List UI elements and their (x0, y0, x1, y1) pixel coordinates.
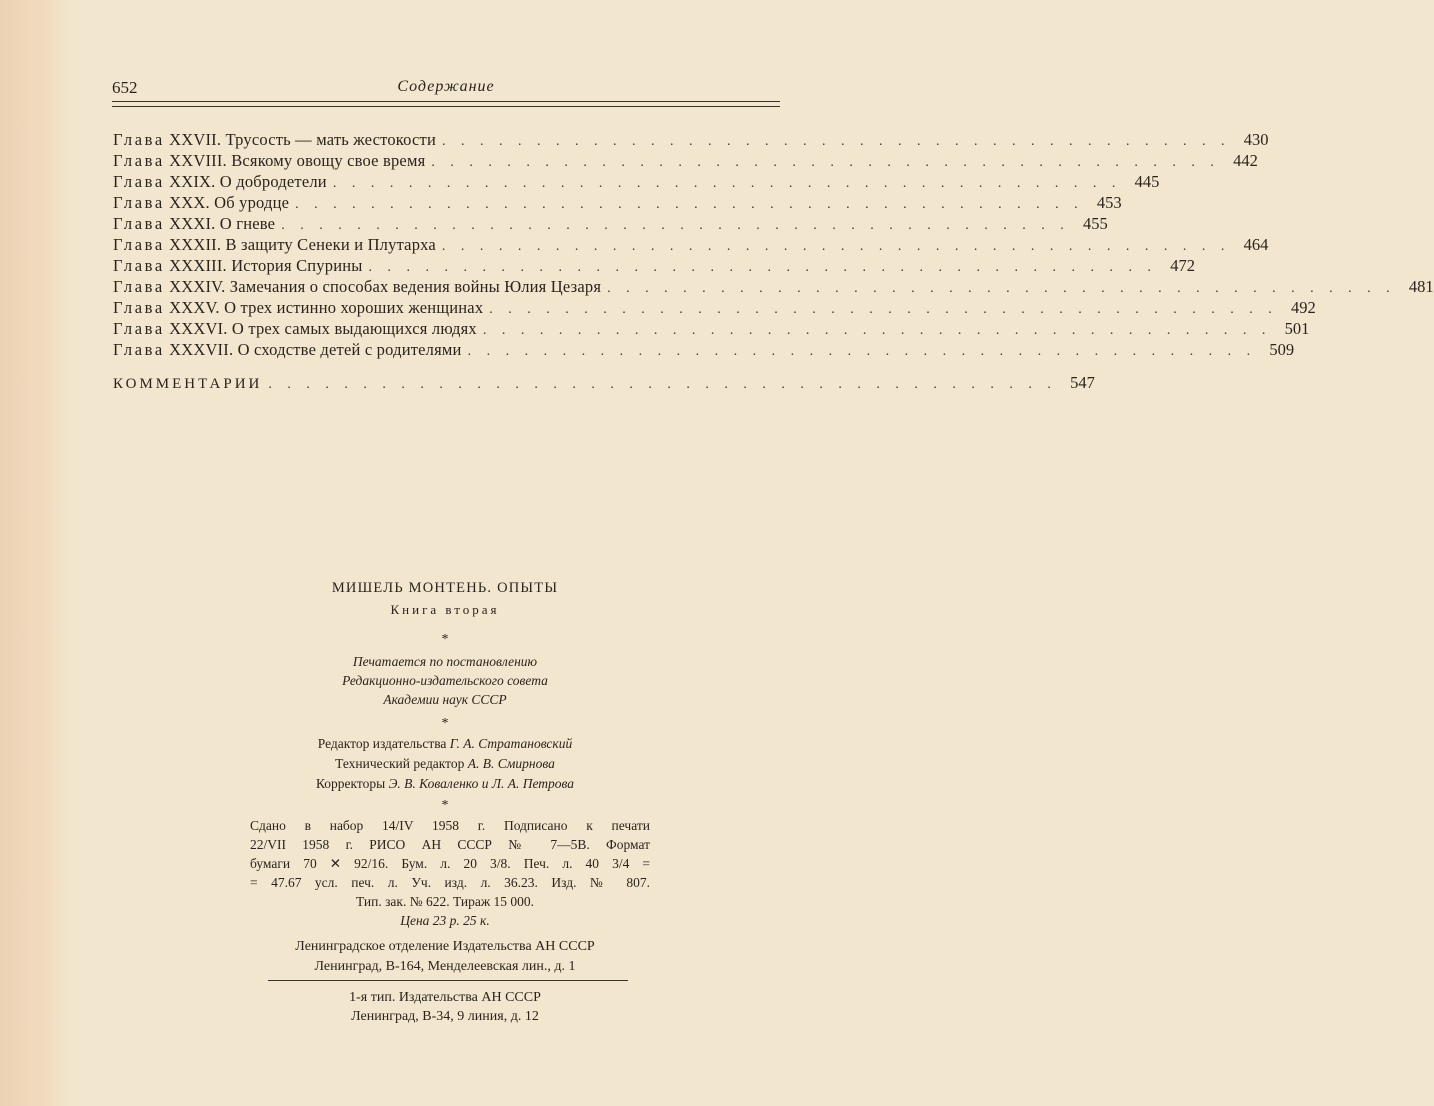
page-number: 652 (112, 78, 138, 97)
chapter-number: XXVIII. (169, 151, 227, 170)
separator-asterisk: * (441, 716, 449, 731)
toc-entry-comments (113, 373, 1095, 394)
chapter-title: О добродетели (219, 172, 327, 191)
credit-name: А. В. Смирнова (467, 756, 555, 771)
chapter-number: XXXIV. (169, 277, 226, 296)
comments-label: КОММЕНТАРИИ (113, 376, 263, 392)
chapter-title: В защиту Сенеки и Плутарха (225, 235, 436, 254)
chapter-word: Глава (113, 298, 165, 317)
chapter-page: 455 (1082, 214, 1108, 233)
credit-line (150, 736, 740, 752)
publisher-line: Ленинградское отделение Издательства АН СССР (295, 939, 595, 954)
printer-line: 1-я тип. Издательства АН СССР (349, 990, 541, 1005)
toc-entry (113, 193, 1122, 214)
toc-entry (113, 214, 1108, 235)
dot-leader: . . . . . . . . . . . . . . . . . . . . . . . . . . . . . . . . . . . . . . . . . . (431, 155, 1220, 170)
technical-line: бумаги 70 ✕ 92/16. Бум. л. 20 3/8. Печ. л. 40 3/4 = (250, 856, 650, 871)
price-line: Цена 23 р. 25 к. (400, 913, 490, 928)
chapter-title: О трех истинно хороших женщинах (224, 298, 484, 317)
dot-leader: . . . . . . . . . . . . . . . . . . . . . . . . . . . . . . . . . . . . . . . . . . (467, 344, 1257, 359)
toc-entry (113, 319, 1310, 340)
chapter-page: 445 (1134, 172, 1160, 191)
chapter-number: XXXII. (169, 235, 222, 254)
credit-role: Корректоры (315, 776, 386, 791)
dot-leader: . . . . . . . . . . . . . . . . . . . . . . . . . . . . . . . . . . . . . . . . . . (332, 176, 1122, 191)
technical-line: Сдано в набор 14/IV 1958 г. Подписано к печати (250, 818, 650, 833)
chapter-page: 492 (1291, 298, 1316, 317)
printer-rule (268, 980, 628, 981)
header-rule (112, 101, 780, 107)
dot-leader: . . . . . . . . . . . . . . . . . . . . . . . . . . . . . . . . . . . . . . . . . . (268, 377, 1057, 392)
page-edge-shadow (0, 0, 70, 1106)
chapter-number: XXVII. (169, 130, 222, 149)
chapter-page: 453 (1096, 193, 1122, 212)
dot-leader: . . . . . . . . . . . . . . . . . . . . . . . . . . . . . . . . . . . . . . . . . . (441, 239, 1231, 254)
credit-line (150, 776, 740, 792)
comments-page: 547 (1070, 373, 1095, 392)
dot-leader: . . . . . . . . . . . . . . . . . . . . . . . . . . . . . . . . . . . . . . . . . . (607, 281, 1396, 296)
chapter-number: XXXI. (169, 214, 216, 233)
chapter-page: 472 (1170, 256, 1196, 275)
chapter-page: 442 (1233, 151, 1258, 170)
chapter-word: Глава (113, 214, 165, 233)
chapter-page: 430 (1243, 130, 1269, 149)
technical-line: = 47.67 усл. печ. л. Уч. изд. л. 36.23. Изд. № 807. (250, 875, 650, 890)
table-of-contents (113, 130, 1434, 394)
book-title: МИШЕЛЬ МОНТЕНЬ. ОПЫТЫ (331, 580, 559, 596)
chapter-word: Глава (113, 277, 165, 296)
dot-leader: . . . . . . . . . . . . . . . . . . . . . . . . . . . . . . . . . . . . . . . . . . (281, 218, 1070, 233)
chapter-title: Трусость — мать жестокости (225, 130, 436, 149)
publisher-line: Ленинград, В-164, Менделеевская лин., д. 1 (314, 959, 576, 974)
credit-role: Технический редактор (335, 756, 465, 771)
chapter-page: 501 (1284, 319, 1310, 338)
credit-name: Э. В. Коваленко и Л. А. Петрова (388, 776, 575, 791)
approval-line: Академии наук СССР (383, 692, 507, 707)
page-header (112, 78, 780, 100)
toc-entry (113, 340, 1295, 361)
toc-entry (113, 256, 1196, 277)
chapter-word: Глава (113, 151, 165, 170)
chapter-number: XXIX. (169, 172, 216, 191)
approval-line: Редакционно-издательского совета (342, 673, 548, 688)
dot-leader: . . . . . . . . . . . . . . . . . . . . . . . . . . . . . . . . . . . . . . . . . . (441, 134, 1231, 149)
chapter-word: Глава (113, 256, 165, 275)
chapter-page: 509 (1269, 340, 1295, 359)
chapter-page: 464 (1243, 235, 1269, 254)
credit-line (150, 756, 740, 772)
chapter-page: 481 (1408, 277, 1434, 296)
chapter-number: XXXVII. (169, 340, 234, 359)
order-line: Тип. зак. № 622. Тираж 15 000. (355, 894, 535, 909)
chapter-title: Замечания о способах ведения войны Юлия Цезаря (229, 277, 602, 296)
chapter-title: Всякому овощу свое время (231, 151, 426, 170)
chapter-title: О сходстве детей с родителями (237, 340, 462, 359)
chapter-number: XXXIII. (169, 256, 227, 275)
toc-entry (113, 172, 1160, 193)
chapter-number: XXXV. (169, 298, 220, 317)
chapter-word: Глава (113, 235, 165, 254)
toc-entry (113, 235, 1269, 256)
approval-line: Печатается по постановлению (352, 654, 538, 669)
book-subtitle: Книга вторая (390, 602, 500, 617)
chapter-title: О трех самых выдающихся людях (231, 319, 477, 338)
chapter-number: XXX. (169, 193, 210, 212)
credit-name: Г. А. Стратановский (449, 736, 573, 751)
toc-entry (113, 151, 1258, 172)
credit-role: Редактор издательства (317, 736, 447, 751)
chapter-word: Глава (113, 340, 165, 359)
printer-line: Ленинград, В-34, 9 линия, д. 12 (351, 1009, 539, 1024)
toc-entry (113, 298, 1316, 319)
chapter-word: Глава (113, 130, 165, 149)
toc-entry (113, 130, 1269, 151)
dot-leader: . . . . . . . . . . . . . . . . . . . . . . . . . . . . . . . . . . . . . . . . . . (482, 323, 1272, 338)
toc-entry (113, 277, 1434, 298)
running-head: Содержание (397, 78, 495, 95)
chapter-word: Глава (113, 172, 165, 191)
dot-leader: . . . . . . . . . . . . . . . . . . . . . . . . . . . . . . . . . . . . . . . . . . (295, 197, 1084, 212)
dot-leader: . . . . . . . . . . . . . . . . . . . . . . . . . . . . . . . . . . . . . . . . . . (368, 260, 1158, 275)
separator-asterisk: * (441, 632, 449, 647)
technical-line: 22/VII 1958 г. РИСО АН СССР № 7—5В. Формат (250, 837, 650, 852)
chapter-number: XXXVI. (169, 319, 228, 338)
separator-asterisk: * (441, 798, 449, 813)
dot-leader: . . . . . . . . . . . . . . . . . . . . . . . . . . . . . . . . . . . . . . . . . . (489, 302, 1278, 317)
chapter-title: Об уродце (214, 193, 290, 212)
chapter-title: История Спурины (231, 256, 363, 275)
chapter-word: Глава (113, 319, 165, 338)
chapter-word: Глава (113, 193, 165, 212)
chapter-title: О гневе (219, 214, 276, 233)
